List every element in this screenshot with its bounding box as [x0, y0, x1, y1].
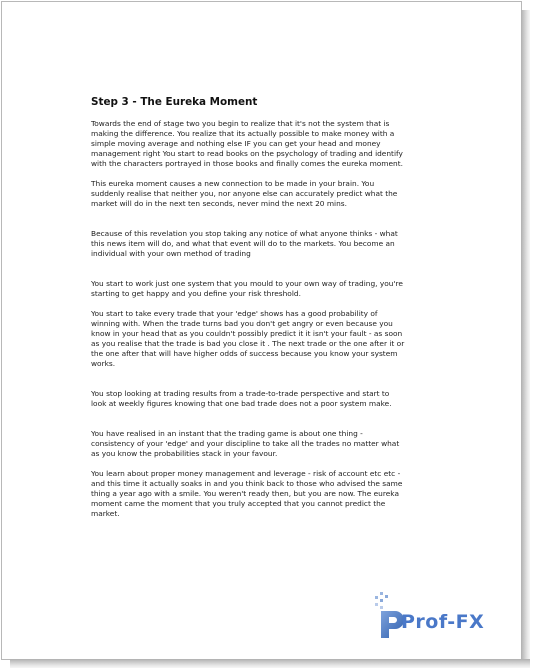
paragraph-1: Towards the end of stage two you begin to realize that it's not the system that is making the difference. You realize that its actually possible to make money with a simple moving average and nothing else IF you can get your head and money management right You start to read books on the psychology of trading and identify with the characters portrayed in those books and finally comes the eureka moment. — [91, 119, 403, 168]
paragraph-7: You have realised in an instant that the trading game is about one thing - consistency of your 'edge' and your discipline to take all the trades no matter what as you know the probabilities stack in your favour. — [91, 429, 400, 458]
paragraph-6: You stop looking at trading results from a trade-to-trade perspective and start to look at weekly figures knowing that one bad trade does not a poor system make. — [91, 389, 392, 408]
prof-fx-logo-text: Prof-FX — [401, 611, 485, 633]
paragraph-8: You learn about proper money management and leverage - risk of account etc etc - and this time it actually soaks in and you think back to those who advised the same thing a year ago with a smile. You weren't ready then, but you are now. The eureka moment came the moment that you truly accepted that you cannot predict the market. — [91, 469, 403, 518]
page-shadow-bottom — [10, 659, 530, 668]
section-heading: Step 3 - The Eureka Moment — [91, 96, 258, 108]
page-shadow-right — [521, 10, 530, 668]
prof-fx-logo — [373, 590, 513, 640]
paragraph-2: This eureka moment causes a new connection to be made in your brain. You suddenly realise that neither you, nor anyone else can accurately predict what the market will do in the next ten seconds, never mind the next 20 mins. — [91, 179, 398, 208]
document-body — [91, 96, 443, 519]
paragraph-4: You start to work just one system that you mould to your own way of trading, you're starting to get happy and you define your risk threshold. — [91, 279, 403, 298]
paragraph-5: You start to take every trade that your 'edge' shows has a good probability of winning with. When the trade turns bad you don't get angry or even because you know in your head that as you couldn't possibly predict it it isn't your fault - as soon as you realise that the trade is bad you close it . The next trade or the one after it or the one after that will have higher odds of success because you know your system works. — [91, 309, 405, 368]
paragraph-3: Because of this revelation you stop taking any notice of what anyone thinks - what this news item will do, and what that event will do to the markets. You become an individual with your own method of trading — [91, 229, 398, 258]
